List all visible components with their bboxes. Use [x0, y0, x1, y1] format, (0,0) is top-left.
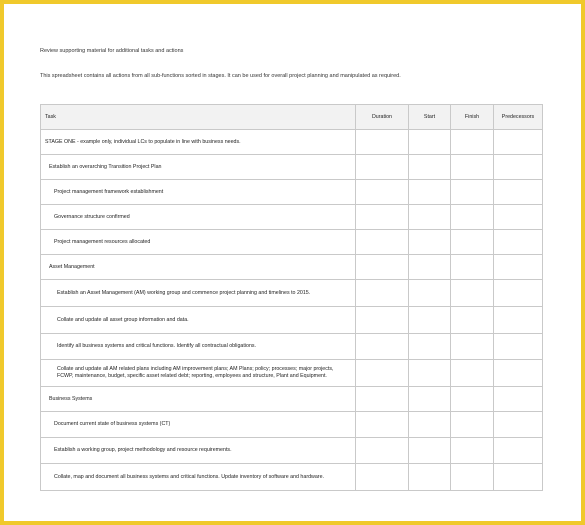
- finish-cell[interactable]: [451, 334, 494, 360]
- start-cell[interactable]: [409, 464, 451, 491]
- finish-cell[interactable]: [451, 130, 494, 155]
- table-row: [41, 230, 543, 255]
- start-cell[interactable]: [409, 230, 451, 255]
- start-cell[interactable]: [409, 412, 451, 438]
- finish-cell[interactable]: [451, 205, 494, 230]
- column-header-start[interactable]: Start: [409, 105, 451, 130]
- task-cell[interactable]: Asset Management: [41, 255, 356, 280]
- finish-cell[interactable]: [451, 180, 494, 205]
- predecessors-cell[interactable]: [494, 255, 543, 280]
- duration-cell[interactable]: [356, 180, 409, 205]
- finish-cell[interactable]: [451, 464, 494, 491]
- task-cell[interactable]: Project management framework establishment: [41, 180, 356, 205]
- start-cell[interactable]: [409, 438, 451, 464]
- start-cell[interactable]: [409, 155, 451, 180]
- duration-cell[interactable]: [356, 307, 409, 334]
- start-cell[interactable]: [409, 360, 451, 387]
- task-table: [40, 104, 543, 491]
- finish-cell[interactable]: [451, 155, 494, 180]
- finish-cell[interactable]: [451, 412, 494, 438]
- table-row: [41, 438, 543, 464]
- table-row: [41, 130, 543, 155]
- task-cell[interactable]: Collate and update all asset group information and data.: [41, 307, 356, 334]
- column-header-task[interactable]: Task: [41, 105, 356, 130]
- duration-cell[interactable]: [356, 334, 409, 360]
- task-cell[interactable]: STAGE ONE - example only, individual LCs to populate in line with business needs.: [41, 130, 356, 155]
- task-cell[interactable]: Identify all business systems and critical functions. Identify all contractual obligations.: [41, 334, 356, 360]
- header-row: [41, 105, 543, 130]
- task-cell[interactable]: Establish a working group, project methodology and resource requirements.: [41, 438, 356, 464]
- finish-cell[interactable]: [451, 230, 494, 255]
- table-row: [41, 280, 543, 307]
- duration-cell[interactable]: [356, 387, 409, 412]
- description-note: This spreadsheet contains all actions from all sub-functions sorted in stages. It can be used for overall project planning and manipulated as required.: [40, 73, 401, 79]
- predecessors-cell[interactable]: [494, 464, 543, 491]
- start-cell[interactable]: [409, 280, 451, 307]
- predecessors-cell[interactable]: [494, 412, 543, 438]
- predecessors-cell[interactable]: [494, 307, 543, 334]
- table-row: [41, 180, 543, 205]
- start-cell[interactable]: [409, 334, 451, 360]
- table-row: [41, 387, 543, 412]
- start-cell[interactable]: [409, 205, 451, 230]
- start-cell[interactable]: [409, 180, 451, 205]
- duration-cell[interactable]: [356, 438, 409, 464]
- finish-cell[interactable]: [451, 387, 494, 412]
- duration-cell[interactable]: [356, 464, 409, 491]
- predecessors-cell[interactable]: [494, 155, 543, 180]
- table-row: [41, 334, 543, 360]
- instruction-note: Review supporting material for additional tasks and actions: [40, 48, 184, 54]
- task-cell[interactable]: Establish an Asset Management (AM) working group and commence project planning and timelines to 2015.: [41, 280, 356, 307]
- task-cell[interactable]: Establish an overarching Transition Project Plan: [41, 155, 356, 180]
- start-cell[interactable]: [409, 130, 451, 155]
- duration-cell[interactable]: [356, 230, 409, 255]
- column-header-duration[interactable]: Duration: [356, 105, 409, 130]
- predecessors-cell[interactable]: [494, 180, 543, 205]
- predecessors-cell[interactable]: [494, 387, 543, 412]
- duration-cell[interactable]: [356, 205, 409, 230]
- task-cell[interactable]: Collate, map and document all business systems and critical functions. Update inventory of software and hardware.: [41, 464, 356, 491]
- table-row: [41, 412, 543, 438]
- finish-cell[interactable]: [451, 280, 494, 307]
- finish-cell[interactable]: [451, 438, 494, 464]
- predecessors-cell[interactable]: [494, 130, 543, 155]
- predecessors-cell[interactable]: [494, 334, 543, 360]
- task-cell[interactable]: Governance structure confirmed: [41, 205, 356, 230]
- predecessors-cell[interactable]: [494, 438, 543, 464]
- table-row: [41, 464, 543, 491]
- duration-cell[interactable]: [356, 412, 409, 438]
- predecessors-cell[interactable]: [494, 360, 543, 387]
- duration-cell[interactable]: [356, 155, 409, 180]
- column-header-finish[interactable]: Finish: [451, 105, 494, 130]
- finish-cell[interactable]: [451, 255, 494, 280]
- task-cell[interactable]: Project management resources allocated: [41, 230, 356, 255]
- start-cell[interactable]: [409, 387, 451, 412]
- predecessors-cell[interactable]: [494, 280, 543, 307]
- table-row: [41, 307, 543, 334]
- finish-cell[interactable]: [451, 360, 494, 387]
- table-row: [41, 205, 543, 230]
- predecessors-cell[interactable]: [494, 230, 543, 255]
- start-cell[interactable]: [409, 255, 451, 280]
- duration-cell[interactable]: [356, 360, 409, 387]
- column-header-predecessors[interactable]: Predecessors: [494, 105, 543, 130]
- task-cell[interactable]: Collate and update all AM related plans including AM improvement plans; AM Plans; policy; processes; major projects, FCWP, maintenance, budget, specific asset related debt; reporting, employees and structure, Plant and Equipment.: [41, 360, 356, 387]
- duration-cell[interactable]: [356, 130, 409, 155]
- finish-cell[interactable]: [451, 307, 494, 334]
- predecessors-cell[interactable]: [494, 205, 543, 230]
- duration-cell[interactable]: [356, 255, 409, 280]
- task-cell[interactable]: Document current state of business systems (CT): [41, 412, 356, 438]
- start-cell[interactable]: [409, 307, 451, 334]
- table-row: [41, 155, 543, 180]
- duration-cell[interactable]: [356, 280, 409, 307]
- table-row: [41, 360, 543, 387]
- task-cell[interactable]: Business Systems: [41, 387, 356, 412]
- table-row: [41, 255, 543, 280]
